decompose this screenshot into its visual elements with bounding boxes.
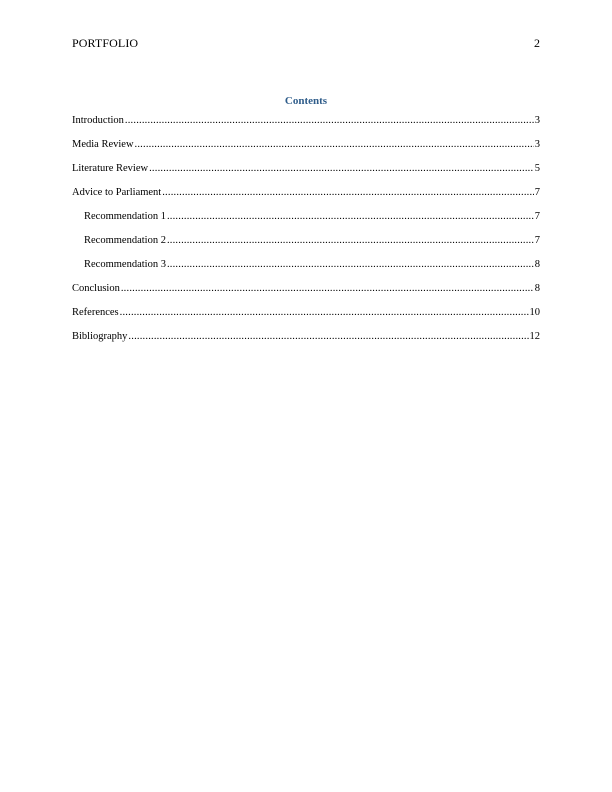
toc-entry-label: Media Review [72,139,134,150]
toc-entry-label: Recommendation 2 [84,235,166,246]
toc-entry-media-review[interactable] [72,138,540,162]
toc-entry-page: 12 [529,331,540,342]
toc-dot-leader [135,138,534,152]
toc-entry-page: 7 [534,235,540,246]
toc-entry-page: 5 [534,163,540,174]
toc-dot-leader [125,114,534,128]
toc-dot-leader [149,162,534,176]
toc-entry-page: 3 [534,115,540,126]
toc-entry-introduction[interactable] [72,114,540,138]
toc-entry-label: Recommendation 3 [84,259,166,270]
toc-entry-label: Introduction [72,115,124,126]
toc-entry-page: 7 [534,187,540,198]
toc-dot-leader [128,330,528,344]
page-number: 2 [534,36,540,50]
toc-entry-bibliography[interactable] [72,330,540,354]
toc-entry-label: References [72,307,119,318]
toc-entry-label: Literature Review [72,163,149,174]
toc-entry-references[interactable] [72,306,540,330]
toc-entry-recommendation-2[interactable] [72,234,540,258]
toc-entry-page: 8 [534,283,540,294]
toc-dot-leader [120,306,529,320]
toc-entry-page: 10 [529,307,540,318]
toc-entry-recommendation-3[interactable] [72,258,540,282]
toc-entry-conclusion[interactable] [72,282,540,306]
toc-entry-label: Advice to Parliament [72,187,162,198]
toc-dot-leader [167,210,534,224]
toc-title: Contents [284,95,328,107]
running-head: PORTFOLIO [72,36,139,50]
toc-entry-label: Conclusion [72,283,120,294]
toc-entry-label: Bibliography [72,331,128,342]
toc-dot-leader [162,186,534,200]
toc-entry-page: 7 [534,211,540,222]
toc-entry-page: 8 [534,259,540,270]
toc-dot-leader [121,282,534,296]
toc-entry-literature-review[interactable] [72,162,540,186]
toc-dot-leader [167,258,534,272]
toc-entry-page: 3 [534,139,540,150]
toc-entry-advice-to-parliament[interactable] [72,186,540,210]
toc-dot-leader [167,234,534,248]
toc-entry-recommendation-1[interactable] [72,210,540,234]
table-of-contents [72,114,540,354]
toc-entry-label: Recommendation 1 [84,211,166,222]
